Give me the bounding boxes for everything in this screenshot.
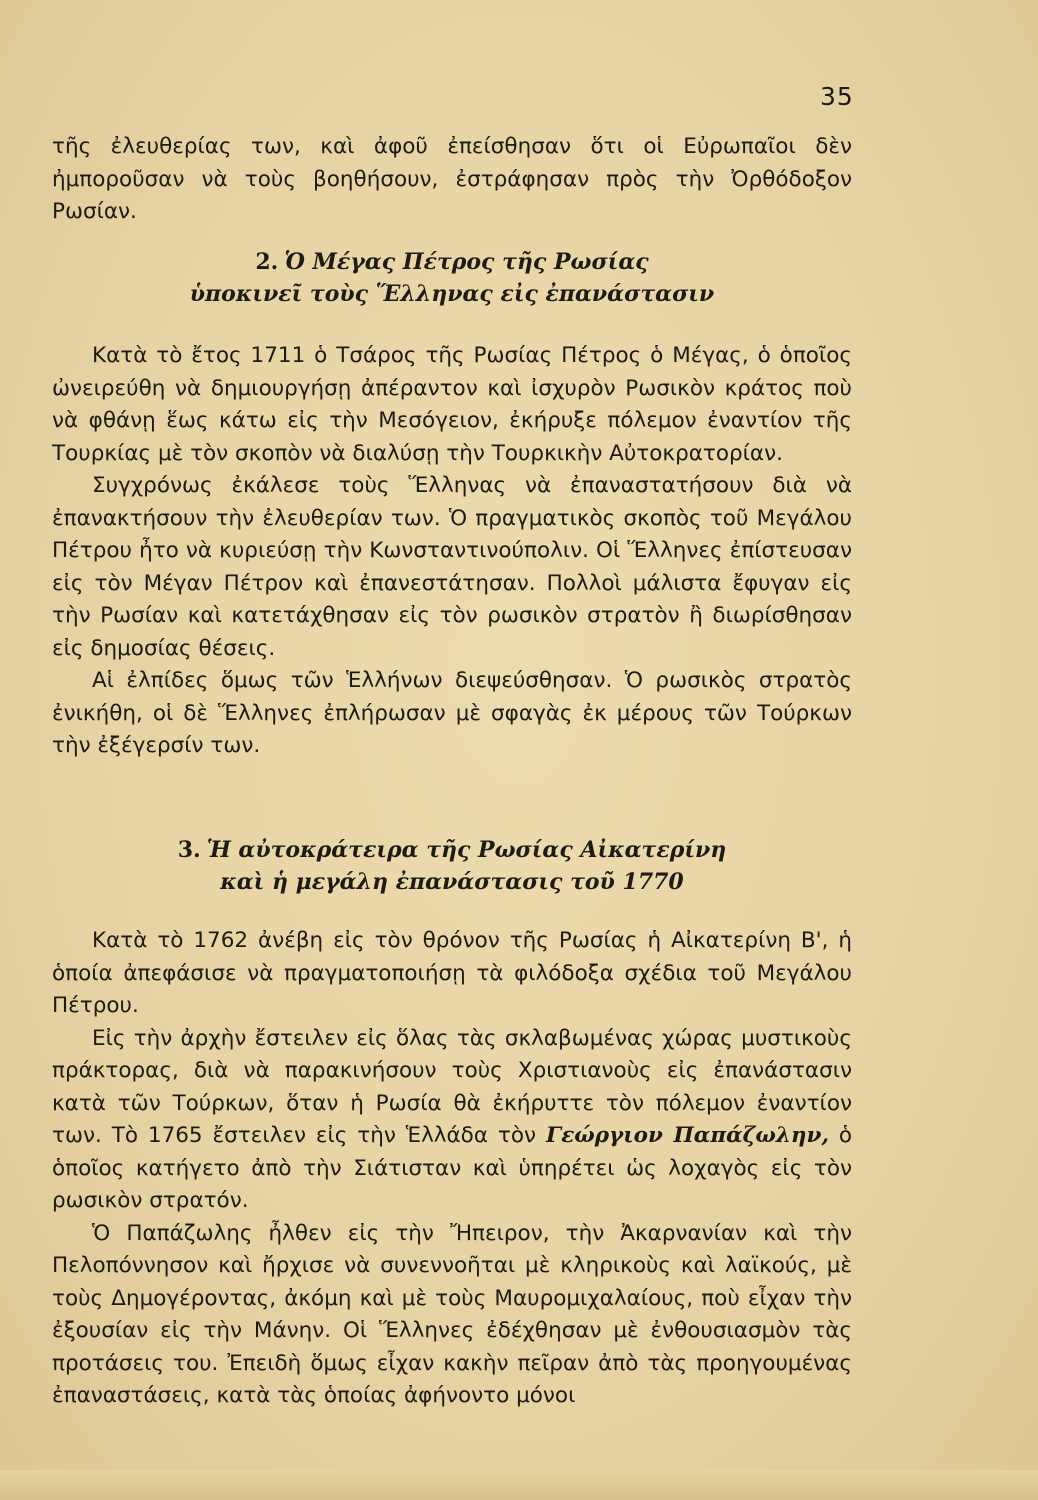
section-2-heading-line1 [52, 246, 852, 278]
section-3-title: Ἡ αὐτοκράτειρα τῆς Ρωσίας Αἰκατερίνη [206, 837, 727, 863]
section-3-number: 3. [177, 837, 201, 863]
section-3-body [52, 925, 852, 1413]
section-3-paragraph-3: Ὁ Παπάζωλης ἦλθεν εἰς τὴν Ἤπειρον, τὴν Ἀκαρνανίαν καὶ τὴν Πελοπόννησον καὶ ἤρχισε νὰ συνεννοῆται μὲ κληρικοὺς καὶ λαϊκούς, μὲ τοὺς Δημογέροντας, ἀκόμη καὶ μὲ τοὺς Μαυρομιχαλαίους, ποὺ εἶχαν τὴν ἐξουσίαν εἰς τὴν Μάνην. Οἱ Ἕλληνες ἐδέχθησαν μὲ ἐνθουσιασμὸν τὰς προτάσεις του. Ἐπειδὴ ὅμως εἶχαν κακὴν πεῖραν ἀπὸ τὰς προηγουμένας ἐπαναστάσεις, κατὰ τὰς ὁποίας ἀφήνοντο μόνοι [52, 1220, 852, 1408]
section-3-heading-line2: καὶ ἡ μεγάλη ἐπανάστασις τοῦ 1770 [220, 869, 684, 895]
section-2-paragraph-2: Συγχρόνως ἐκάλεσε τοὺς Ἕλληνας νὰ ἐπαναστατήσουν διὰ νὰ ἐπανακτήσουν τὴν ἐλευθερίαν των. Ὁ πραγματικὸς σκοπὸς τοῦ Μεγάλου Πέτρου ἦτο νὰ κυριεύσῃ τὴν Κωνσταντινούπολιν. Οἱ Ἕλληνες ἐπίστευσαν εἰς τὸν Μέγαν Πέτρον καὶ ἐπανεστάτησαν. Πολλοὶ μάλιστα ἔφυγαν εἰς τὴν Ρωσίαν καὶ κατετάχθησαν εἰς τὸν ρωσικὸν στρατὸν ἢ διωρίσθησαν εἰς δημοσίας θέσεις. [52, 473, 852, 661]
page-bottom-edge [0, 1470, 1038, 1500]
section-2-paragraph-3: Αἱ ἐλπίδες ὅμως τῶν Ἑλλήνων διεψεύσθησαν. Ὁ ρωσικὸς στρατὸς ἐνικήθη, οἱ δὲ Ἕλληνες ἐπλήρωσαν μὲ σφαγὰς ἐκ μέρους τῶν Τούρκων τὴν ἐξέγερσίν των. [52, 668, 852, 758]
section-2-heading-line2: ὑποκινεῖ τοὺς Ἕλληνας εἰς ἐπανάστασιν [189, 281, 715, 307]
section-2-body [52, 340, 852, 763]
page-number: 35 [820, 82, 854, 111]
section-2-paragraph-1: Κατὰ τὸ ἔτος 1711 ὁ Τσάρος τῆς Ρωσίας Πέτρος ὁ Μέγας, ὁ ὁποῖος ὠνειρεύθη νὰ δημιουργήσῃ ἀπέραντον καὶ ἰσχυρὸν Ρωσικὸν κράτος ποὺ νὰ φθάνῃ ἕως κάτω εἰς τὴν Μεσόγειον, ἐκήρυξε πόλεμον ἐναντίον τῆς Τουρκίας μὲ τὸν σκοπὸν νὰ διαλύσῃ τὴν Τουρκικὴν Αὐτοκρατορίαν. [52, 343, 852, 466]
section-3-heading-line1 [52, 834, 852, 866]
intro-text [52, 131, 852, 229]
section-3-paragraph-2 [52, 1023, 852, 1218]
section-3-heading [52, 834, 852, 898]
person-name: Γεώργιον Παπάζωλην, [545, 1123, 829, 1148]
section-3-paragraph-2-start: Εἰς τὴν ἀρχὴν ἔστειλεν εἰς ὅλας τὰς σκλαβωμένας χώρας μυστικοὺς πράκτορας, διὰ νὰ παρακινήσουν τοὺς Χριστιανοὺς εἰς ἐπανάστασιν κατὰ τῶν Τούρκων, ὅταν ἡ Ρωσία θὰ ἐκήρυττε τὸν πόλεμον ἐναντίον των. Τὸ 1765 ἔστειλεν εἰς τὴν Ἑλλάδα τὸν [52, 1025, 852, 1148]
section-3-paragraph-1: Κατὰ τὸ 1762 ἀνέβη εἰς τὸν θρόνον τῆς Ρωσίας ἡ Αἰκατερίνη Β', ἡ ὁποία ἀπεφάσισε νὰ πραγματοποιήσῃ τὰ φιλόδοξα σχέδια τοῦ Μεγάλου Πέτρου. [52, 928, 852, 1018]
section-2-number: 2. [255, 249, 279, 275]
section-3-paragraph-2-end: ὁ ὁποῖος κατήγετο ἀπὸ τὴν Σιάτισταν καὶ ὑπηρέτει ὡς λοχαγὸς εἰς τὸν ρωσικὸν στρατόν. [52, 1123, 853, 1213]
intro-paragraph: τῆς ἐλευθερίας των, καὶ ἀφοῦ ἐπείσθησαν ὅτι οἱ Εὐρωπαῖοι δὲν ἠμποροῦσαν νὰ τοὺς βοηθήσουν, ἐστράφησαν πρὸς τὴν Ὀρθόδοξον Ρωσίαν. [52, 134, 852, 224]
section-2-heading [52, 246, 852, 310]
section-2-title: Ὁ Μέγας Πέτρος τῆς Ρωσίας [284, 249, 649, 275]
